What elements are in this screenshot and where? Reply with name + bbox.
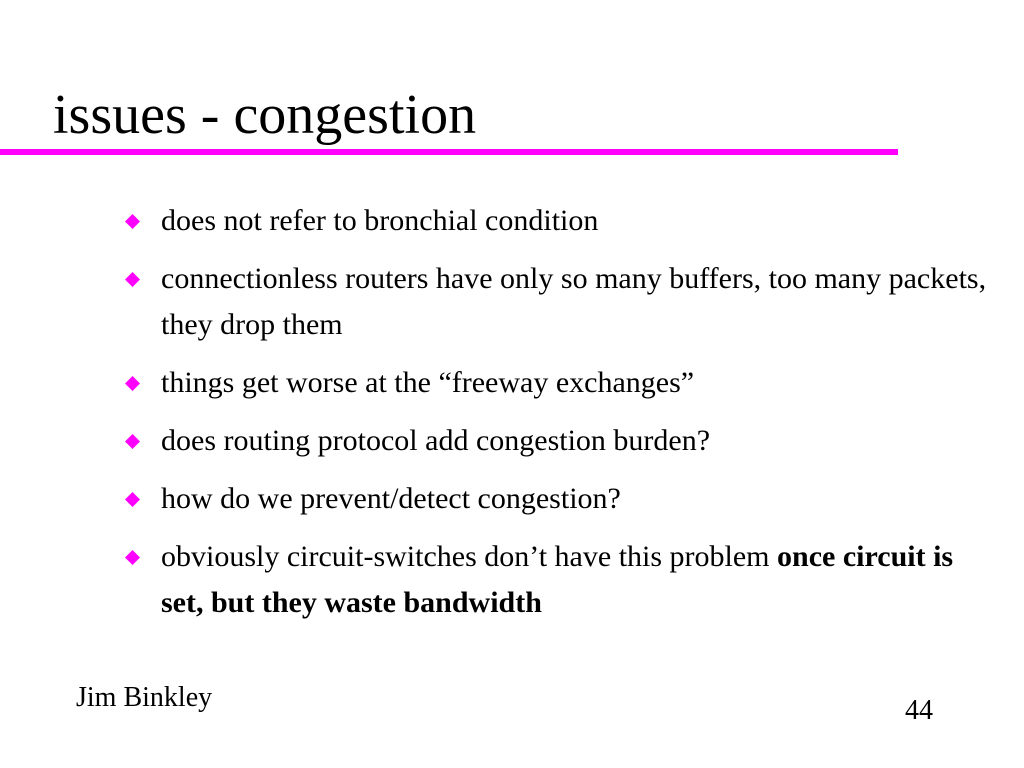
diamond-bullet-icon	[125, 550, 140, 565]
bullet-text: does routing protocol add congestion burden?	[161, 424, 711, 457]
bullet-item	[120, 534, 1000, 626]
bullet-item	[120, 360, 1000, 406]
diamond-bullet-icon	[125, 492, 140, 507]
bullet-list	[120, 198, 1000, 638]
diamond-bullet-icon	[125, 272, 140, 287]
bullet-text: connectionless routers have only so many buffers, too many packets, they drop them	[161, 262, 987, 341]
bullet-text: things get worse at the “freeway exchanges”	[161, 366, 695, 399]
diamond-bullet-icon	[125, 434, 140, 449]
footer-author: Jim Binkley	[76, 682, 213, 713]
bullet-bold-text: once circuit is set, but they waste bandwidth	[161, 540, 954, 619]
diamond-bullet-icon	[125, 376, 140, 391]
bullet-text: obviously circuit-switches don’t have this problem	[161, 540, 778, 573]
bullet-item	[120, 418, 1000, 464]
page-number: 44	[905, 695, 933, 726]
slide-title: issues - congestion	[53, 84, 477, 146]
title-underline	[0, 149, 898, 155]
bullet-text: does not refer to bronchial condition	[161, 204, 599, 237]
bullet-item	[120, 198, 1000, 244]
bullet-item	[120, 256, 1000, 348]
bullet-item	[120, 476, 1000, 522]
diamond-bullet-icon	[125, 214, 140, 229]
bullet-text: how do we prevent/detect congestion?	[161, 482, 621, 515]
